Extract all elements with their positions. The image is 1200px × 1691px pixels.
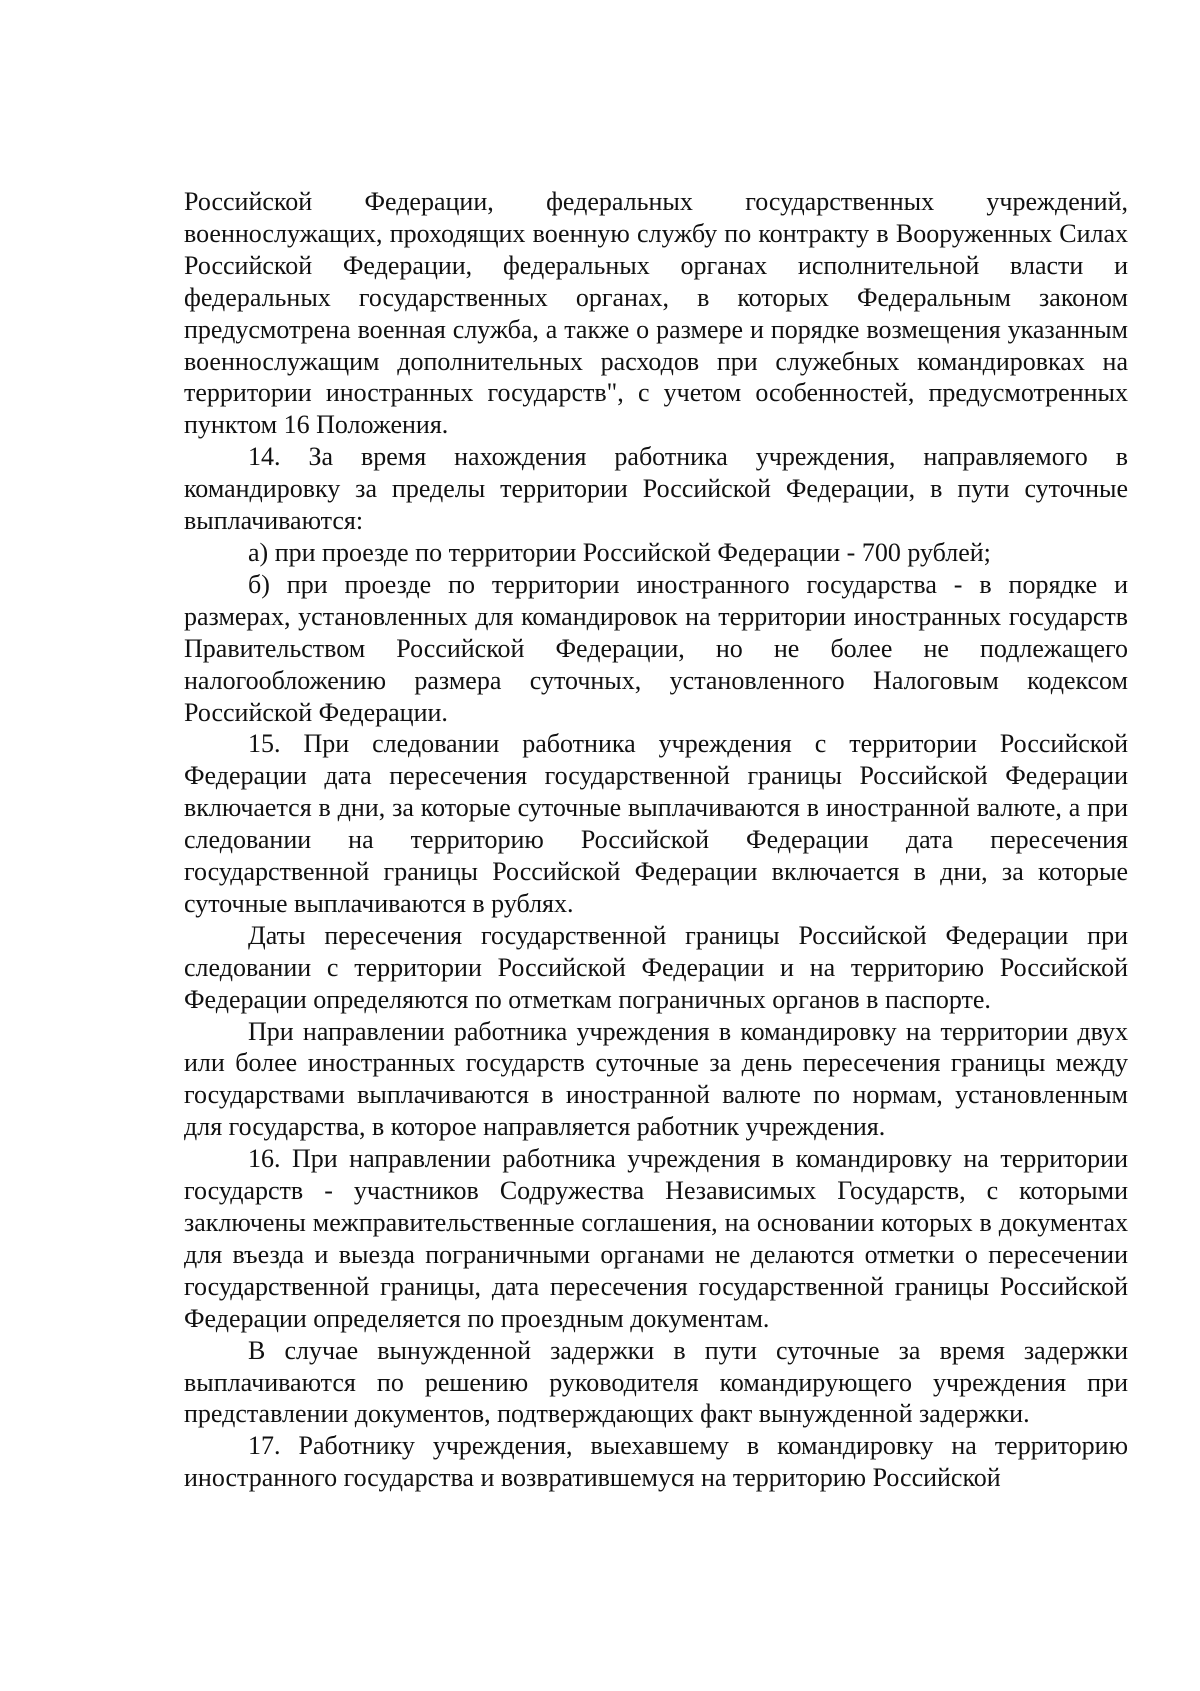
paragraph-continuation: Российской Федерации, федеральных государственных учреждений, военнослужащих, проходящих военную службу по контракту в Вооруженных Силах Российской Федерации, федеральных органах исполнительной власти и федеральных государственных органах, в которых Федеральным законом предусмотрена военная служба, а также о размере и порядке возмещения указанным военнослужащим дополнительных расходов при служебных командировках на территории иностранных государств", с учетом особенностей, предусмотренных пунктом 16 Положения.: [184, 187, 1128, 440]
paragraph-item-14-a: а) при проезде по территории Российской Федерации - 700 рублей;: [248, 537, 991, 567]
paragraph-item-15-multiple-states: При направлении работника учреждения в командировку на территории двух или более иностранных государств суточные за день пересечения границы между государствами выплачиваются в иностранной валюте по нормам, установленным для государства, в которое направляется работник учреждения.: [184, 1016, 1128, 1142]
document-body: [184, 186, 1128, 1494]
paragraph-item-15: 15. При следовании работника учреждения с территории Российской Федерации дата пересечения государственной границы Российской Федерации включается в дни, за которые суточные выплачиваются в иностранной валюте, а при следовании на территорию Российской Федерации дата пересечения государственной границы Российской Федерации включается в дни, за которые суточные выплачиваются в рублях.: [184, 729, 1128, 918]
paragraph-item-17: 17. Работнику учреждения, выехавшему в командировку на территорию иностранного государства и возвратившемуся на территорию Российской: [184, 1431, 1128, 1493]
paragraph-item-15-dates: Даты пересечения государственной границы Российской Федерации при следовании с территории Российской Федерации и на территорию Российской Федерации определяются по отметкам пограничных органов в паспорте.: [184, 920, 1128, 1014]
paragraph-item-16-delay: В случае вынужденной задержки в пути суточные за время задержки выплачиваются по решению руководителя командирующего учреждения при представлении документов, подтверждающих факт вынужденной задержки.: [184, 1335, 1128, 1429]
paragraph-item-14: 14. За время нахождения работника учреждения, направляемого в командировку за пределы территории Российской Федерации, в пути суточные выплачиваются:: [184, 442, 1128, 536]
paragraph-item-16: 16. При направлении работника учреждения в командировку на территории государств - участников Содружества Независимых Государств, с которыми заключены межправительственные соглашения, на основании которых в документах для въезда и выезда пограничными органами не делаются отметки о пересечении государственной границы, дата пересечения государственной границы Российской Федерации определяется по проездным документам.: [184, 1144, 1128, 1333]
paragraph-item-14-b: б) при проезде по территории иностранного государства - в порядке и размерах, установленных для командировок на территории иностранных государств Правительством Российской Федерации, но не более не подлежащего налогообложению размера суточных, установленного Налоговым кодексом Российской Федерации.: [184, 569, 1128, 727]
